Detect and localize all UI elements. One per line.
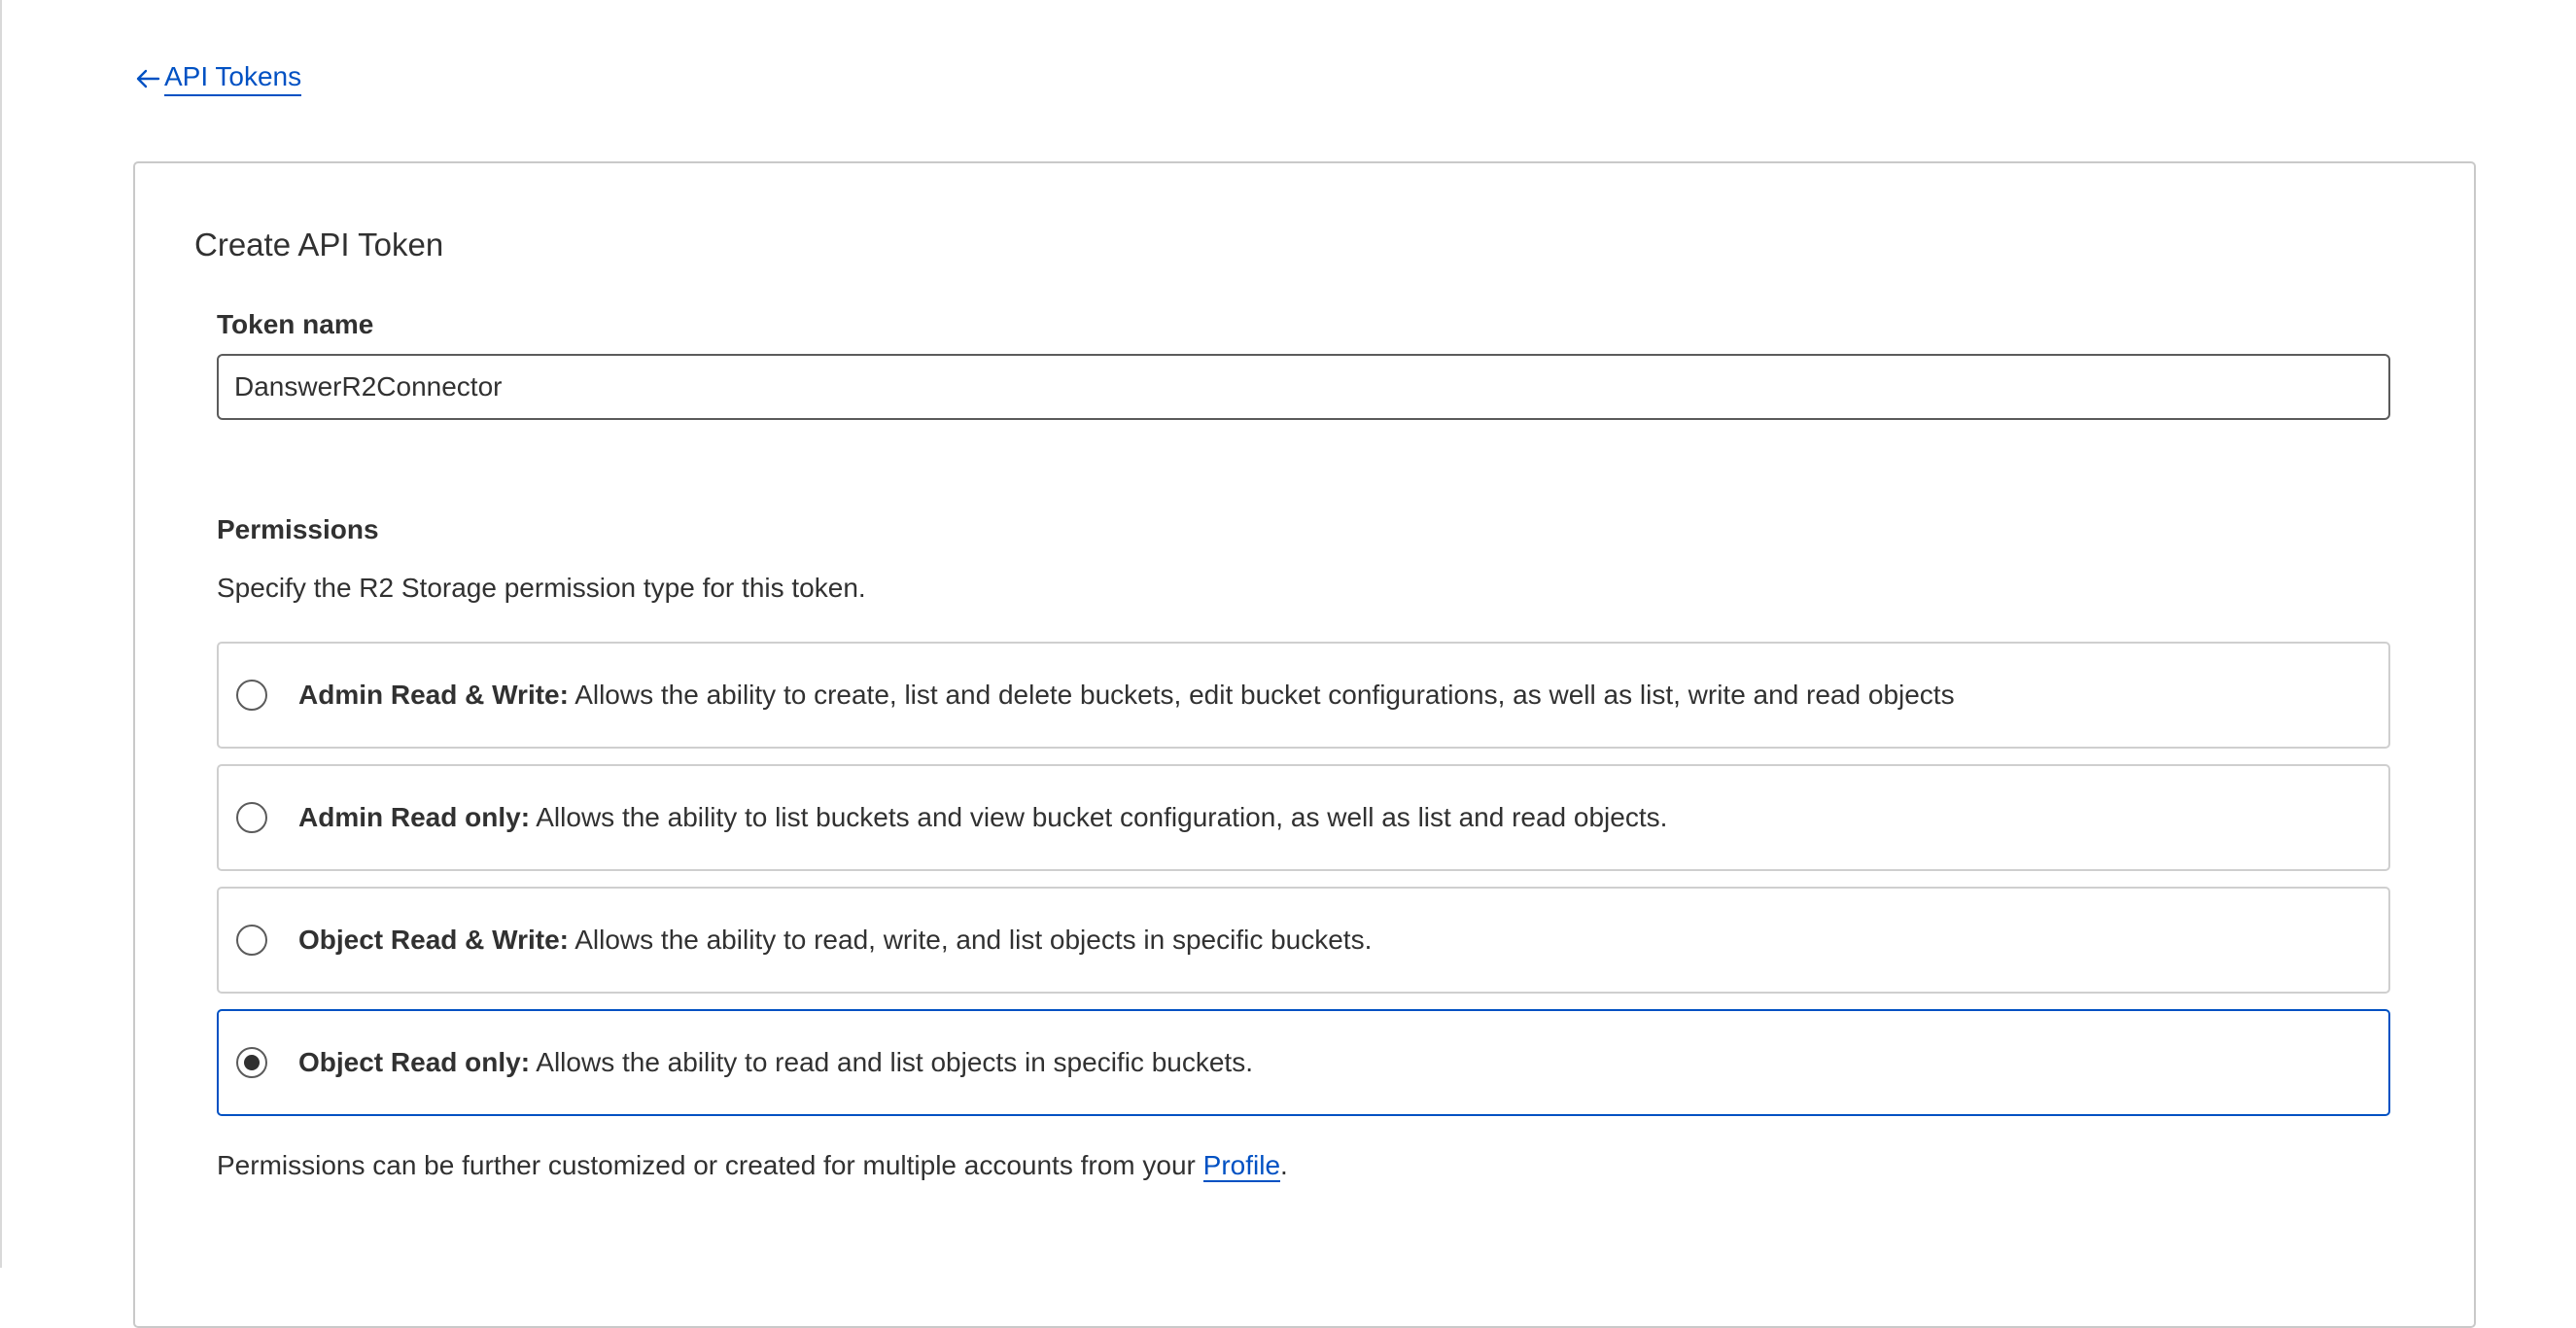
- option-description: Allows the ability to read, write, and list objects in specific buckets.: [574, 925, 1373, 955]
- option-title: Admin Read only:: [298, 802, 531, 832]
- option-description: Allows the ability to read and list objects in specific buckets.: [536, 1047, 1253, 1077]
- option-description: Allows the ability to create, list and delete buckets, edit bucket configurations, as well as list, write and read objects: [574, 680, 1955, 710]
- token-name-label: Token name: [217, 309, 374, 339]
- option-text: [298, 1045, 1253, 1080]
- permissions-description: Specify the R2 Storage permission type for this token.: [217, 573, 866, 603]
- radio-dot-icon: [244, 1055, 260, 1070]
- token-name-input[interactable]: [217, 354, 2390, 420]
- permission-option-admin-read-only[interactable]: [217, 764, 2390, 871]
- option-text: [298, 923, 1372, 958]
- page-title: Create API Token: [194, 227, 444, 262]
- option-title: Object Read & Write:: [298, 925, 569, 955]
- radio-icon[interactable]: [236, 925, 267, 956]
- radio-icon[interactable]: [236, 680, 267, 711]
- radio-selected-icon[interactable]: [236, 1047, 267, 1078]
- left-border: [0, 0, 2, 1268]
- permission-option-object-read-only[interactable]: [217, 1009, 2390, 1116]
- radio-icon[interactable]: [236, 802, 267, 833]
- arrow-left-icon: [133, 64, 162, 93]
- option-title: Admin Read & Write:: [298, 680, 569, 710]
- option-description: Allows the ability to list buckets and view bucket configuration, as well as list and read objects.: [536, 802, 1668, 832]
- profile-link[interactable]: Profile: [1202, 1150, 1281, 1180]
- back-to-api-tokens-link[interactable]: [133, 60, 301, 96]
- permission-option-object-read-write[interactable]: [217, 887, 2390, 994]
- footnote-suffix: .: [1280, 1150, 1288, 1180]
- back-link-label: API Tokens: [164, 60, 301, 96]
- footnote-text: Permissions can be further customized or created for multiple accounts from your: [217, 1150, 1196, 1180]
- permissions-heading: Permissions: [217, 514, 379, 544]
- permissions-footnote: [217, 1148, 1288, 1183]
- permission-option-admin-read-write[interactable]: [217, 642, 2390, 749]
- option-title: Object Read only:: [298, 1047, 531, 1077]
- option-text: [298, 800, 1667, 835]
- option-text: [298, 678, 1955, 713]
